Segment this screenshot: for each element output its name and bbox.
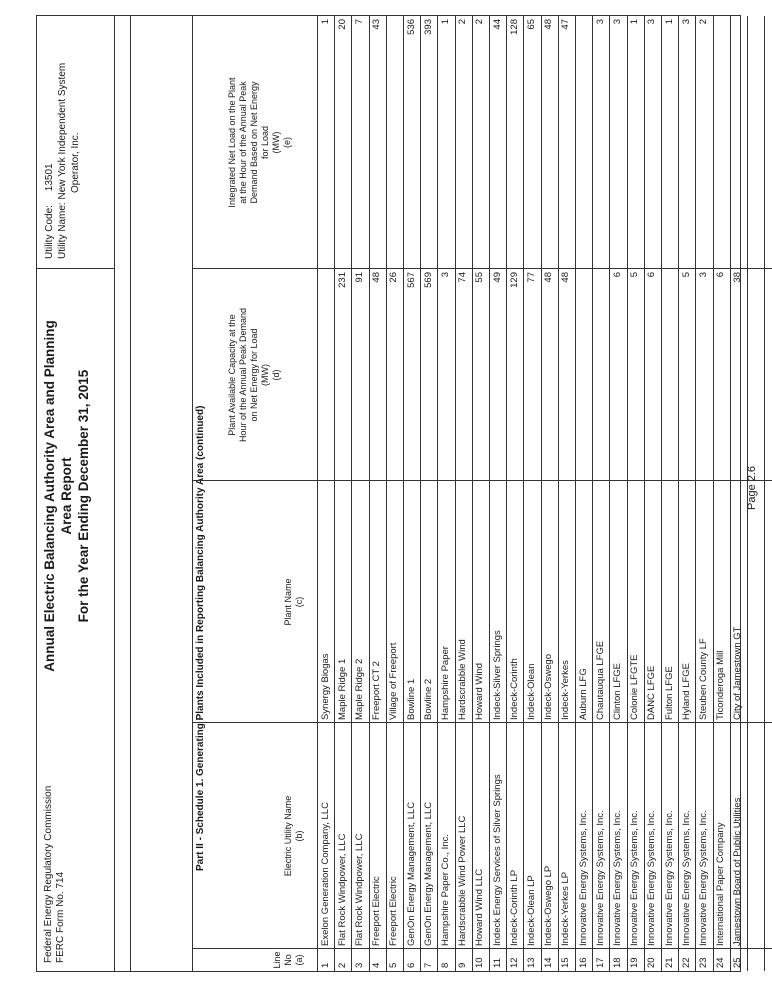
cell-utility: Innovative Energy Systems, Inc. xyxy=(663,810,675,946)
cell-utility: Innovative Energy Systems, Inc. xyxy=(611,810,623,946)
title-line-1: Annual Electric Balancing Authority Area and Planning xyxy=(42,320,57,672)
cell-utility: Hardscrabble Wind Power LLC xyxy=(457,815,469,946)
row-rule xyxy=(764,16,765,971)
cell-plant: Hardscrabble Wind xyxy=(457,639,469,720)
cell-capacity: 77 xyxy=(525,272,537,283)
cell-line: 15 xyxy=(560,957,572,968)
cell-utility: Innovative Energy Systems, Inc. xyxy=(629,810,641,946)
header-rule xyxy=(317,16,318,971)
cell-capacity: 48 xyxy=(371,272,383,283)
cell-netload: 20 xyxy=(336,19,348,30)
header-text: at the Hour of the Annual Peak xyxy=(238,81,248,204)
cell-utility: Howard Wind LLC xyxy=(474,868,486,946)
utility-code-label: Utility Code: xyxy=(44,205,55,259)
cell-capacity: 48 xyxy=(560,272,572,283)
cell-utility: Innovative Energy Systems, Inc. xyxy=(577,810,589,946)
cell-netload: 43 xyxy=(371,19,383,30)
page-number: Page 2.6 xyxy=(746,465,758,510)
form-frame xyxy=(36,15,744,972)
cell-line: 18 xyxy=(611,957,623,968)
header-text: Line xyxy=(272,951,282,969)
cell-plant: Ticonderoga Mill xyxy=(715,650,727,720)
utility-name-header xyxy=(283,723,305,949)
row-rule xyxy=(351,16,352,971)
cell-line: 1 xyxy=(319,962,331,968)
cell-line: 24 xyxy=(715,957,727,968)
cell-netload: 3 xyxy=(680,19,692,25)
row-rule xyxy=(506,16,507,971)
agency-name: Federal Energy Regulatory Commission xyxy=(43,785,54,963)
cell-utility: Flat Rock Windpower, LLC xyxy=(336,833,348,946)
utility-name-line-1: New York Independent System xyxy=(57,62,68,200)
agency-block xyxy=(43,786,67,963)
cell-line: 8 xyxy=(439,962,451,968)
header-divider xyxy=(37,268,115,269)
cell-capacity: 55 xyxy=(474,272,486,283)
cell-netload: 3 xyxy=(611,19,623,25)
row-rule xyxy=(455,16,456,971)
cell-line: 20 xyxy=(646,957,658,968)
header-text: Integrated Net Load on the Plant xyxy=(227,77,237,208)
header-text: Hour of the Annual Peak Demand xyxy=(238,307,248,443)
utility-name-line-2: Operator, Inc. xyxy=(70,132,81,193)
row-rule xyxy=(695,16,696,971)
row-rule xyxy=(713,16,714,971)
header-text: (MW) xyxy=(260,364,270,386)
header-text: (b) xyxy=(294,830,304,842)
cell-utility: GenOn Energy Management, LLC xyxy=(405,801,417,946)
row-rule xyxy=(609,16,610,971)
row-rule xyxy=(523,16,524,971)
cell-capacity: 3 xyxy=(697,272,709,278)
cell-line: 25 xyxy=(732,957,744,968)
cell-line: 19 xyxy=(629,957,641,968)
cell-plant: Auburn LFG xyxy=(577,668,589,720)
title-line-3: For the Year Ending December 31, 2015 xyxy=(76,369,91,623)
cell-utility: Exelon Generation Company, LLC xyxy=(319,802,331,946)
cell-utility: International Paper Company xyxy=(715,822,727,946)
cell-capacity: 48 xyxy=(543,272,555,283)
cell-utility: Hampshire Paper Co., Inc. xyxy=(439,834,451,946)
cell-line: 11 xyxy=(491,958,503,968)
cell-netload: 1 xyxy=(319,19,331,25)
cell-plant: Bowline 1 xyxy=(405,678,417,720)
cell-capacity: 6 xyxy=(611,272,623,278)
row-rule xyxy=(644,16,645,971)
cell-netload: 536 xyxy=(405,19,417,35)
cell-line: 4 xyxy=(371,962,383,968)
cell-plant: Maple Ridge 2 xyxy=(353,658,365,720)
header-text: No xyxy=(283,954,293,966)
cell-netload: 2 xyxy=(474,19,486,25)
cell-plant: Fulton LFGE xyxy=(663,666,675,720)
header-text: Electric Utility Name xyxy=(283,795,293,877)
cell-utility: Innovative Energy Systems, Inc. xyxy=(680,810,692,946)
row-rule xyxy=(369,16,370,971)
cell-plant: Indeck-Oswego xyxy=(543,653,555,720)
cell-utility: Indeck-Oswego LP xyxy=(543,865,555,946)
utility-name-label: Utility Name: xyxy=(57,202,68,259)
capacity-header xyxy=(227,269,282,481)
cell-plant: Hyland LFGE xyxy=(680,662,692,720)
cell-netload: 2 xyxy=(697,19,709,25)
header-text: (c) xyxy=(294,596,304,608)
cell-line: 17 xyxy=(594,957,606,968)
header-text: (d) xyxy=(271,369,281,381)
cell-utility: GenOn Energy Management, LLC xyxy=(422,801,434,946)
cell-plant: Chautauqua LFGE xyxy=(594,640,606,720)
cell-capacity: 49 xyxy=(491,272,503,283)
cell-capacity: 38 xyxy=(732,272,744,283)
header-text: (e) xyxy=(282,137,292,148)
cell-line: 7 xyxy=(422,962,434,968)
row-rule xyxy=(627,16,628,971)
cell-netload: 1 xyxy=(629,19,641,25)
cell-plant: Colonie LFGTE xyxy=(629,654,641,720)
cell-capacity: 6 xyxy=(715,272,727,278)
cell-netload: 393 xyxy=(422,19,434,35)
cell-capacity: 3 xyxy=(439,272,451,278)
cell-capacity: 231 xyxy=(336,272,348,288)
cell-plant: Steuben County LF xyxy=(697,638,709,720)
cell-line: 9 xyxy=(457,962,469,968)
cell-plant: Indeck-Yerkes xyxy=(560,660,572,720)
blank-band xyxy=(131,16,193,971)
cell-plant: Indeck-Silver Springs xyxy=(491,630,503,720)
cell-line: 5 xyxy=(388,962,400,968)
cell-netload: 2 xyxy=(457,19,469,25)
row-rule xyxy=(437,16,438,971)
cell-plant: DANC LFGE xyxy=(646,665,658,720)
cell-plant: Bowline 2 xyxy=(422,678,434,720)
header-text: on Net Energy for Load xyxy=(249,328,259,422)
column-divider xyxy=(193,722,772,723)
cell-capacity: 5 xyxy=(680,272,692,278)
cell-utility: Indeck-Yerkes LP xyxy=(560,871,572,946)
cell-utility: Indeck Energy Services of Silver Springs xyxy=(491,774,503,946)
cell-netload: 65 xyxy=(525,19,537,30)
cell-plant: Howard Wind xyxy=(474,662,486,720)
cell-utility: Freeport Electric xyxy=(388,876,400,946)
row-rule xyxy=(420,16,421,971)
cell-netload: 48 xyxy=(543,19,555,30)
header-text: (a) xyxy=(294,954,304,966)
cell-plant: Clinton LFGE xyxy=(611,662,623,720)
cell-utility: Indeck-Corinth LP xyxy=(508,869,520,946)
cell-line: 10 xyxy=(474,957,486,968)
schedule-bar xyxy=(115,16,206,971)
row-rule xyxy=(386,16,387,971)
row-rule xyxy=(661,16,662,971)
cell-capacity: 91 xyxy=(353,272,365,283)
schedule-title: Part II - Schedule 1. Generating Plants Included in Reporting Balancing Authority Area (continued) xyxy=(195,405,206,871)
cell-utility: Innovative Energy Systems, Inc. xyxy=(594,810,606,946)
cell-plant: Village of Freeport xyxy=(388,642,400,720)
header-text: for Load xyxy=(260,125,270,160)
cell-line: 14 xyxy=(543,957,555,968)
cell-line: 16 xyxy=(577,957,589,968)
cell-netload: 7 xyxy=(353,19,365,25)
line-no-header xyxy=(272,949,305,971)
cell-line: 3 xyxy=(353,962,365,968)
utility-code: 13501 xyxy=(44,163,55,192)
row-rule xyxy=(541,16,542,971)
cell-line: 6 xyxy=(405,962,417,968)
cell-plant: Freeport CT 2 xyxy=(371,661,383,720)
row-rule xyxy=(575,16,576,971)
header-text: (MW) xyxy=(271,131,281,154)
title-line-2: Area Report xyxy=(59,457,74,535)
form-header xyxy=(37,16,115,971)
cell-line: 13 xyxy=(525,957,537,968)
utility-block xyxy=(43,63,82,259)
cell-plant: Hampshire Paper xyxy=(439,646,451,720)
cell-netload: 47 xyxy=(560,19,572,30)
row-rule xyxy=(730,16,731,971)
cell-netload: 1 xyxy=(663,19,675,25)
row-rule xyxy=(489,16,490,971)
cell-capacity: 567 xyxy=(405,272,417,288)
cell-capacity: 6 xyxy=(646,272,658,278)
cell-utility: Indeck-Olean LP xyxy=(525,875,537,946)
cell-capacity: 26 xyxy=(388,272,400,283)
cell-line: 12 xyxy=(508,957,520,968)
cell-utility: Innovative Energy Systems, Inc. xyxy=(697,810,709,946)
cell-line: 22 xyxy=(680,957,692,968)
cell-plant: Maple Ridge 1 xyxy=(336,658,348,720)
cell-utility: Flat Rock Windpower, LLC xyxy=(353,833,365,946)
header-text: Plant Name xyxy=(283,578,293,626)
cell-capacity: 569 xyxy=(422,272,434,288)
cell-line: 2 xyxy=(336,962,348,968)
cell-utility: Jamestown Board of Public Utilities xyxy=(732,797,744,946)
cell-netload: 3 xyxy=(594,19,606,25)
row-rule xyxy=(334,16,335,971)
cell-netload: 128 xyxy=(508,19,520,35)
row-rule xyxy=(678,16,679,971)
cell-line: 21 xyxy=(663,957,675,968)
form-number: FERC Form No. 714 xyxy=(55,871,66,963)
cell-utility: Innovative Energy Systems, Inc. xyxy=(646,810,658,946)
row-rule xyxy=(558,16,559,971)
row-rule xyxy=(472,16,473,971)
header-text: Plant Available Capacity at the xyxy=(227,314,237,436)
plant-name-header xyxy=(283,481,305,723)
cell-netload: 3 xyxy=(646,19,658,25)
cell-plant: City of Jamestown GT xyxy=(732,626,744,720)
cell-utility: Freeport Electric xyxy=(371,876,383,946)
cell-netload: 44 xyxy=(491,19,503,30)
cell-plant: Synergy Biogas xyxy=(319,653,331,720)
net-load-header xyxy=(227,16,293,269)
header-text: Demand Based on Net Energy xyxy=(249,81,259,204)
cell-capacity: 5 xyxy=(629,272,641,278)
cell-plant: Indeck-Olean xyxy=(525,663,537,720)
cell-line: 23 xyxy=(697,957,709,968)
row-rule xyxy=(403,16,404,971)
row-rule xyxy=(592,16,593,971)
cell-netload: 1 xyxy=(439,19,451,25)
cell-plant: Indeck-Corinth xyxy=(508,658,520,720)
cell-capacity: 74 xyxy=(457,272,469,283)
report-title xyxy=(41,281,92,711)
cell-capacity: 129 xyxy=(508,272,520,288)
